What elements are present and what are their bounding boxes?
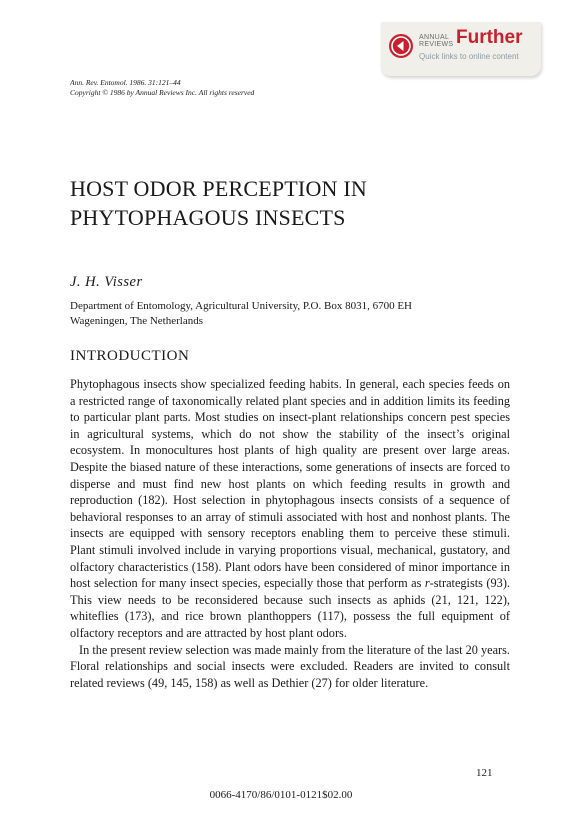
annual-reviews-further-badge[interactable] <box>381 22 541 76</box>
journal-citation: Ann. Rev. Entomol. 1986. 31:121–44 <box>70 78 181 87</box>
copyright-notice: Copyright © 1986 by Annual Reviews Inc. All rights reserved <box>70 88 255 97</box>
section-heading-introduction: INTRODUCTION <box>70 348 190 364</box>
play-arrow-icon <box>389 34 413 58</box>
paragraph-text: Phytophagous insects show specialized feeding habits. In general, each species feeds on a restricted range of taxonomically related plant species and in addition limits its feeding to particular plant parts. Most studies on insect-plant relationships concern pest species in agricultural systems, which do not show the stability of the insect’s original ecosystem. In monocultures host plants of high quality are present over large areas. Despite the biased nature of these interactions, some generations of insects are forced to disperse and must find new host plants on which feeding results in growth and reproduction (182). Host selection in phytophagous insects consists of a sequence of behavioral responses to an array of stimuli associated with host and nonhost plants. The insects are equipped with sensory receptors enabling them to perceive these stimuli. Plant stimuli involved include in varying proportions visual, mechanical, gustatory, and olfactory characteristics (158). Plant odors have been considered of minor importance in host selection for many insect species, especially those that perform as <box>70 377 510 591</box>
introduction-body <box>70 376 510 691</box>
author-name: J. H. Visser <box>70 274 143 290</box>
badge-brand <box>419 34 453 48</box>
badge-brand-line2: REVIEWS <box>419 41 454 48</box>
paragraph-text: -strategists (93). This view needs to be reconsidered because such insects as aphids (21, 121, 122), whiteflies (173), and rice brown planthoppers (117), possess the full equipment of olfactory receptors and are attracted by host plant odors. <box>70 576 510 640</box>
author-affiliation <box>70 299 510 329</box>
affiliation-line2: Wageningen, The Netherlands <box>70 315 204 327</box>
badge-further-word: Further <box>456 27 523 48</box>
affiliation-line1: Department of Entomology, Agricultural University, P.O. Box 8031, 6700 EH <box>70 300 412 312</box>
badge-tagline: Quick links to online content <box>419 52 519 61</box>
article-title-line2: PHYTOPHAGOUS INSECTS <box>70 205 346 230</box>
badge-brand-line1: ANNUAL <box>419 34 450 41</box>
page-number: 121 <box>476 767 493 779</box>
paragraph <box>70 376 510 642</box>
paragraph: In the present review selection was made mainly from the literature of the last 20 years. Floral relationships and social insects were excluded. Readers are invited to consult related reviews (49, 145, 158) as well as Dethier (27) for older literature. <box>70 642 510 690</box>
article-title-line1: HOST ODOR PERCEPTION IN <box>70 176 367 201</box>
footer-price-code: 0066-4170/86/0101-0121$02.00 <box>209 789 353 801</box>
journal-reference <box>70 78 254 98</box>
italic-term: r <box>424 576 430 591</box>
article-title <box>70 174 510 232</box>
